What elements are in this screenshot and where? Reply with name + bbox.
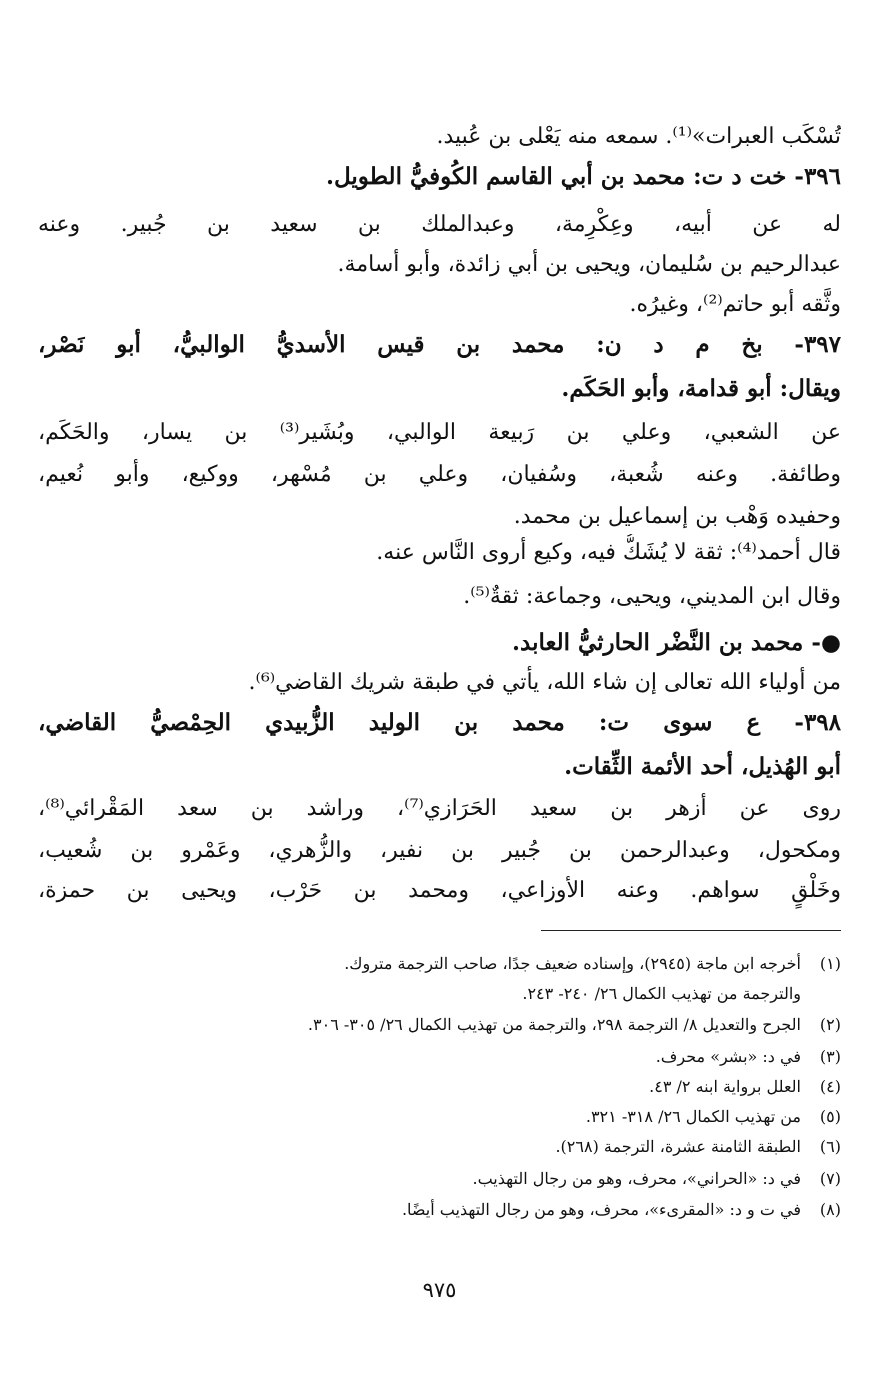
text-line-18: ومكحول، وعبدالرحمن بن جُبير بن نفير، والزُّهري، وعَمْرو بن شُعيب،	[38, 838, 841, 863]
footnote-8: (٨)في ت و د: «المقرىء»، محرف، وهو من رجال التهذيب أيضًا.	[401, 1200, 841, 1219]
text-line-1: تُسْكَب العبرات»⁽¹⁾. سمعه منه يَعْلى بن عُبيد.	[436, 124, 841, 149]
text-line-19: وخَلْقٍ سواهم. وعنه الأوزاعي، ومحمد بن حَرْب، ويحيى بن حمزة،	[38, 878, 841, 903]
text-line-5: وثَّقه أبو حاتم⁽²⁾، وغيرُه.	[629, 292, 841, 317]
entry-heading-397: ٣٩٧- بخ م د ن: محمد بن قيس الأسديُّ الوالبيُّ، أبو نَصْر،	[38, 331, 841, 358]
footnote-1-cont: والترجمة من تهذيب الكمال ٢٦/ ٢٤٠- ٢٤٣.	[522, 984, 801, 1003]
text-line-12: وقال ابن المديني، ويحيى، وجماعة: ثقةٌ⁽⁵⁾.	[463, 584, 841, 609]
entry-heading-398-cont: أبو الهُذيل، أحد الأئمة الثِّقات.	[564, 753, 841, 780]
text-line-10: وحفيده وَهْب بن إسماعيل بن محمد.	[513, 504, 841, 529]
footnote-6: (٦)الطبقة الثامنة عشرة، الترجمة (٢٦٨).	[555, 1137, 841, 1156]
entry-heading-397-cont: ويقال: أبو قدامة، وأبو الحَكَم.	[561, 375, 841, 402]
page-number: ٩٧٥	[422, 1278, 457, 1302]
footnote-4: (٤)العلل برواية ابنه ٢/ ٤٣.	[649, 1077, 841, 1096]
footnote-3: (٣)في د: «بشر» محرف.	[655, 1047, 841, 1066]
footnote-7: (٧)في د: «الحراني»، محرف، وهو من رجال التهذيب.	[472, 1169, 841, 1188]
text-line-17: روى عن أزهر بن سعيد الحَرَازي⁽⁷⁾، وراشد بن سعد المَقْرائي⁽⁸⁾،	[38, 796, 841, 821]
text-line-11: قال أحمد⁽⁴⁾: ثقة لا يُشَكُّ فيه، وكيع أروى النَّاس عنه.	[376, 540, 841, 565]
footnote-1: (١)أخرجه ابن ماجة (٢٩٤٥)، وإسناده ضعيف جدًا، صاحب الترجمة متروك.	[344, 954, 841, 973]
footnote-2: (٢)الجرح والتعديل ٨/ الترجمة ٢٩٨، والترجمة من تهذيب الكمال ٢٦/ ٣٠٥- ٣٠٦.	[307, 1015, 841, 1034]
text-line-14: من أولياء الله تعالى إن شاء الله، يأتي في طبقة شريك القاضي⁽⁶⁾.	[248, 670, 841, 695]
text-line-8: عن الشعبي، وعلي بن رَبيعة الوالبي، وبُشَير⁽³⁾ بن يسار، والحَكَم،	[38, 420, 841, 445]
text-line-9: وطائفة. وعنه شُعبة، وسُفيان، وعلي بن مُسْهر، ووكيع، وأبو نُعيم،	[38, 462, 841, 487]
entry-heading-396: ٣٩٦- خت د ت: محمد بن أبي القاسم الكُوفيُّ الطويل.	[325, 163, 841, 190]
footnote-divider	[541, 930, 841, 931]
text-line-3: له عن أبيه، وعِكْرِمة، وعبدالملك بن سعيد بن جُبير. وعنه	[38, 212, 841, 237]
entry-heading-nadr: ●- محمد بن النَّضْر الحارثيُّ العابد.	[512, 629, 841, 656]
footnote-5: (٥)من تهذيب الكمال ٢٦/ ٣١٨- ٣٢١.	[585, 1107, 841, 1126]
entry-heading-398: ٣٩٨- ع سوى ت: محمد بن الوليد الزُّبيدي الحِمْصيُّ القاضي،	[38, 709, 841, 736]
text-line-4: عبدالرحيم بن سُليمان، ويحيى بن أبي زائدة، وأبو أسامة.	[337, 252, 841, 277]
